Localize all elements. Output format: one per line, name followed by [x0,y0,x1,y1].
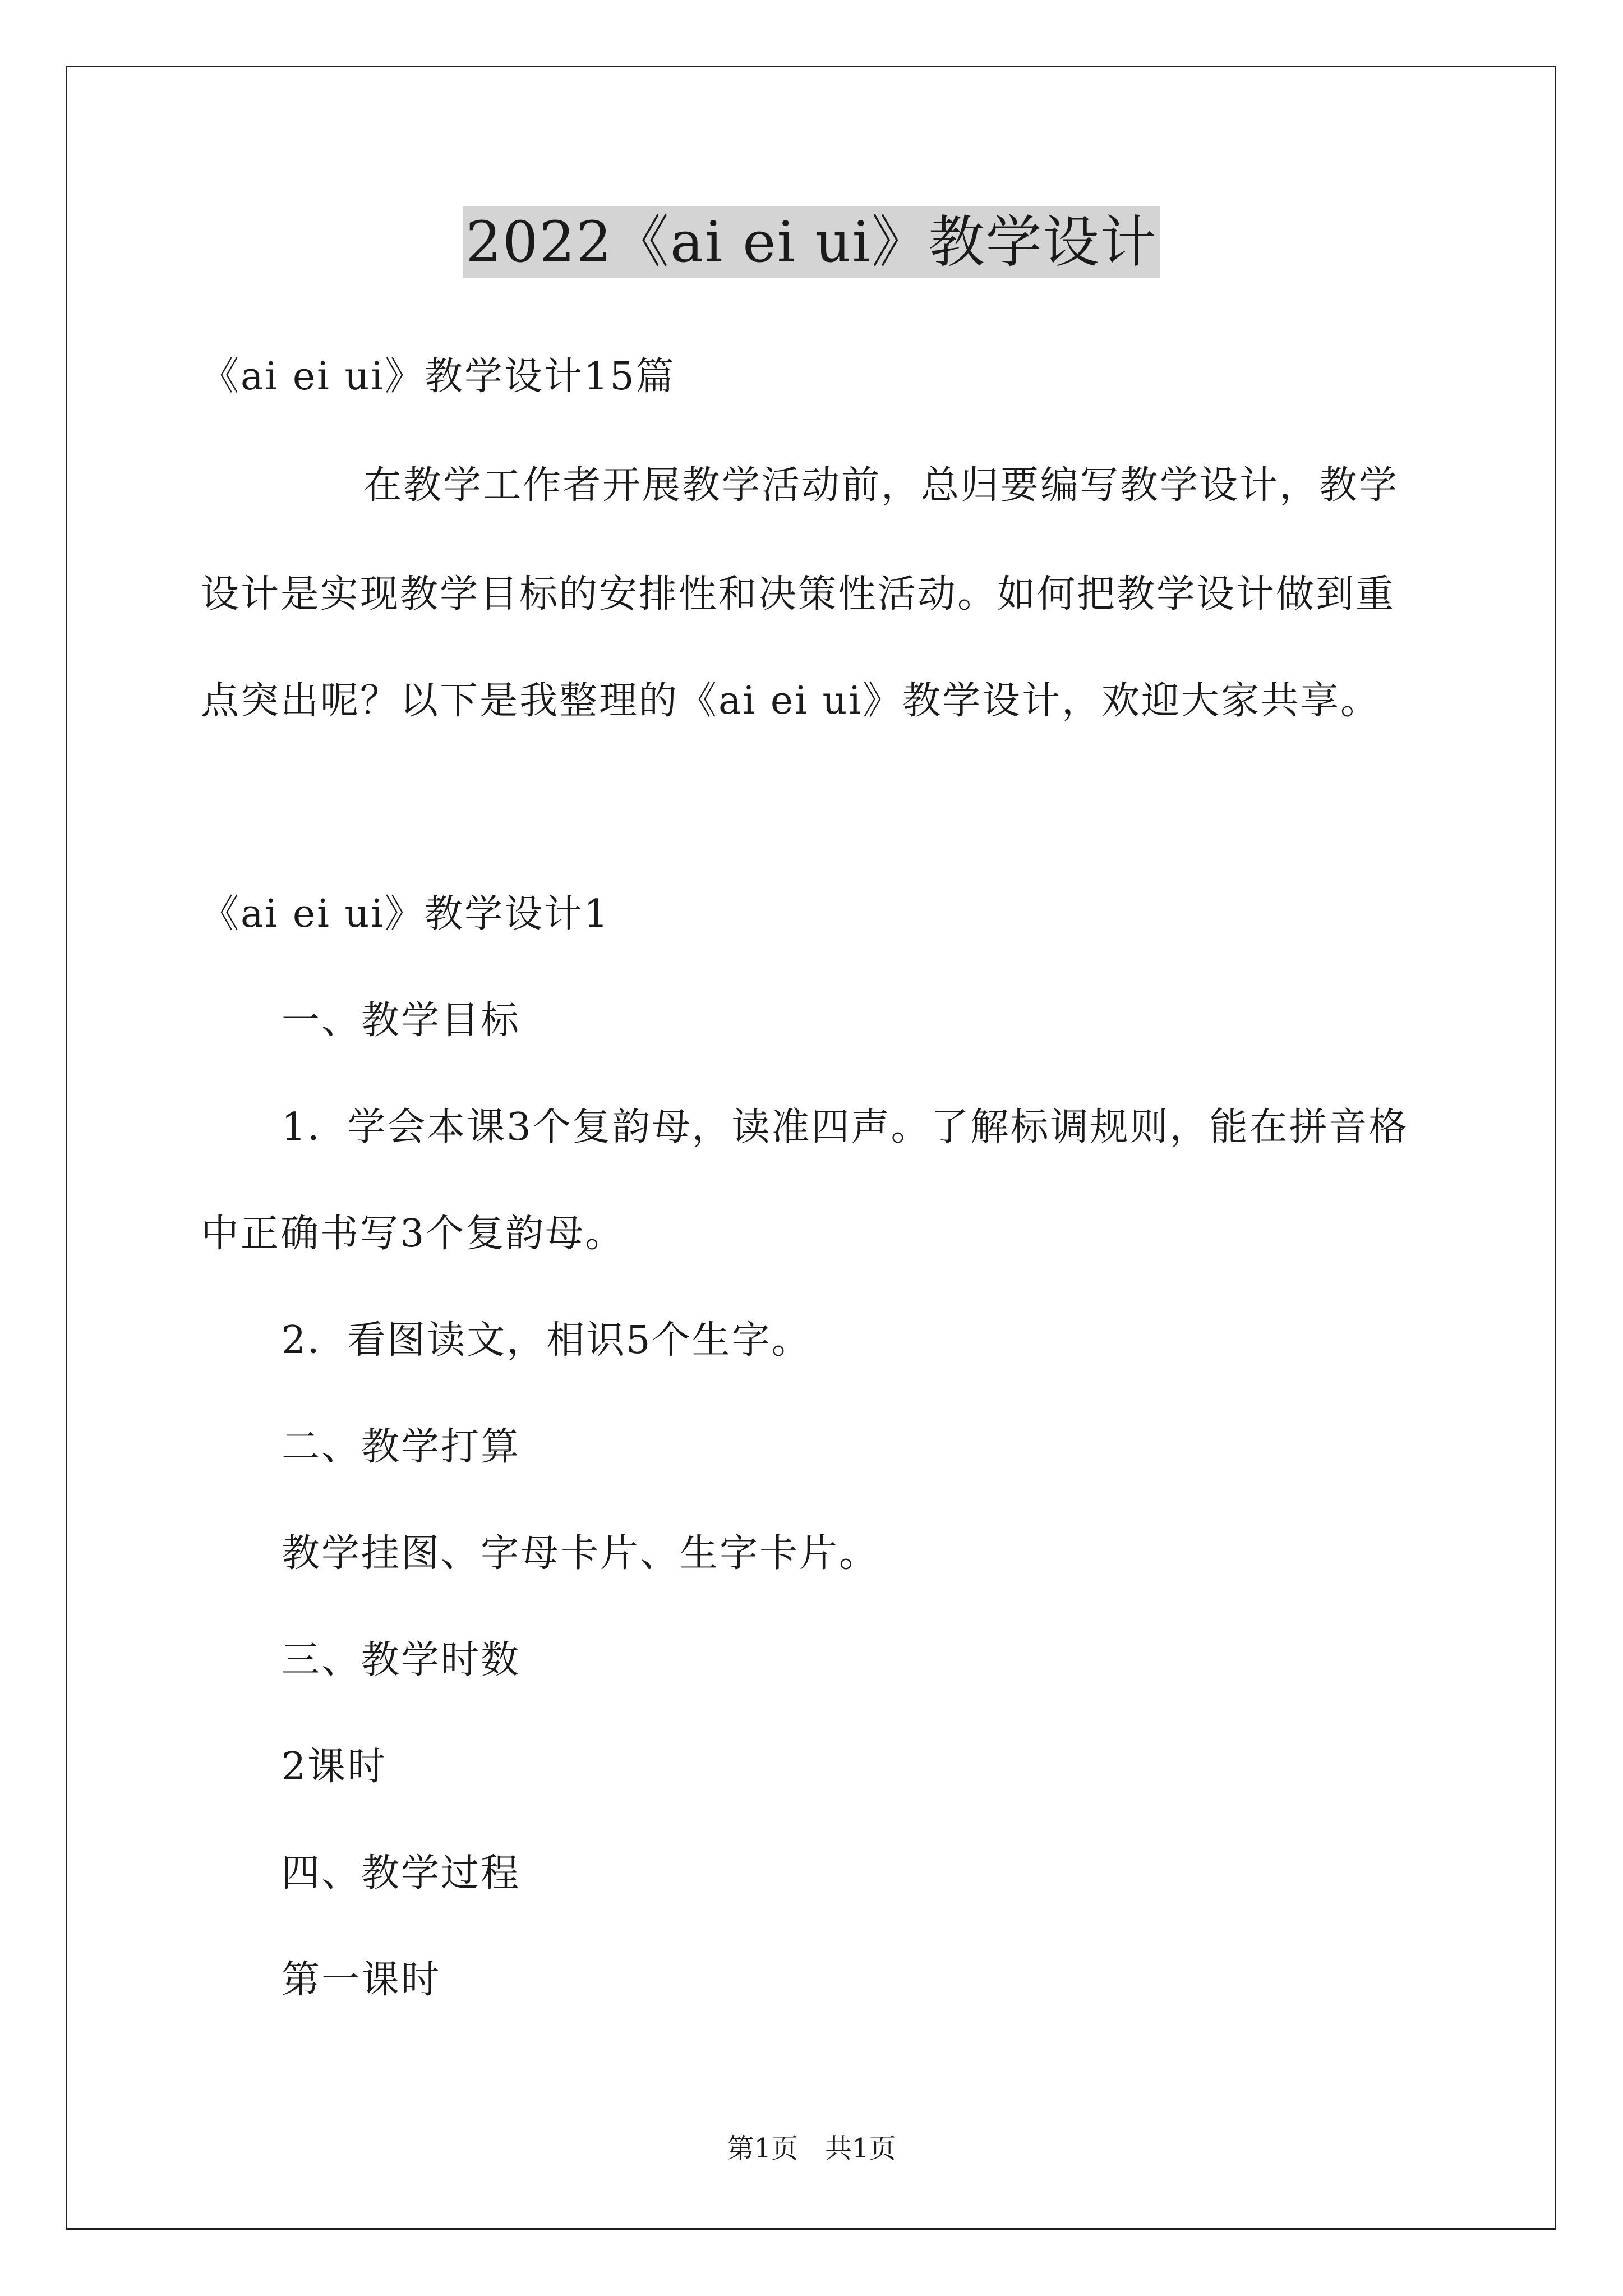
goal-heading: 一、教学目标 [282,999,521,1043]
hours-text: 2课时 [282,1745,388,1789]
prep-text: 教学挂图、字母卡片、生字卡片。 [282,1531,879,1576]
goal1-line-2: 中正确书写3个复韵母。 [201,1212,625,1256]
prep-heading: 二、教学打算 [282,1425,521,1469]
subtitle: 《ai ei ui》教学设计15篇 [201,355,676,399]
hours-heading: 三、教学时数 [282,1638,521,1682]
section-title: 《ai ei ui》教学设计1 [201,892,610,936]
title-container [0,206,1623,278]
intro-line-3: 点突出呢？以下是我整理的《ai ei ui》教学设计，欢迎大家共享。 [201,679,1381,723]
intro-line-2: 设计是实现教学目标的安排性和决策性活动。如何把教学设计做到重 [201,572,1396,616]
process-heading: 四、教学过程 [282,1851,521,1895]
lesson1-heading: 第一课时 [282,1958,441,2002]
intro-line-1: 在教学工作者开展教学活动前，总归要编写教学设计，教学 [363,463,1399,508]
page-footer: 第1页 共1页 [727,2133,896,2164]
goal2: 2．看图读文，相识5个生字。 [282,1318,811,1363]
document-title: 2022《ai ei ui》教学设计 [463,206,1159,278]
goal1-line-1: 1．学会本课3个复韵母，读准四声。了解标调规则，能在拼音格 [282,1105,1409,1149]
